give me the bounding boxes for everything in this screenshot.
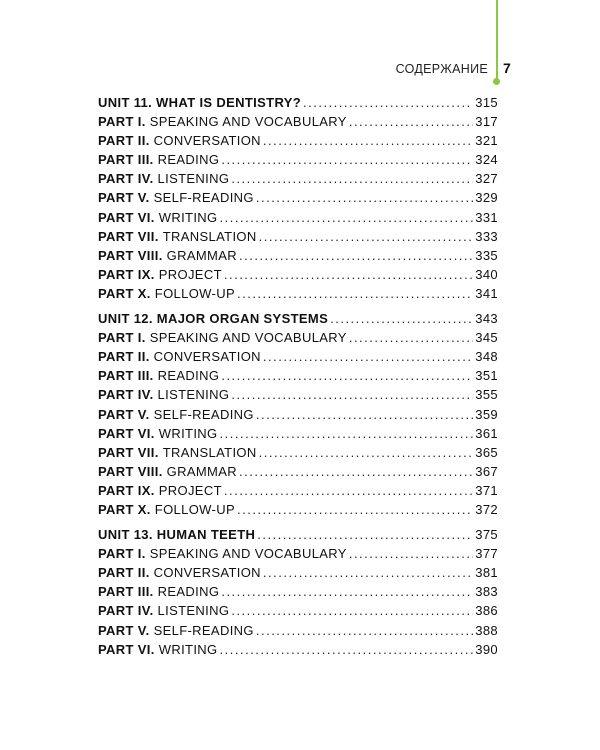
part-label: PART IV.	[98, 171, 154, 187]
page-ref: 359	[475, 406, 498, 422]
part-label: PART I.	[98, 546, 146, 562]
accent-rule	[496, 0, 498, 82]
page-ref: 386	[475, 603, 498, 619]
dot-leader	[257, 525, 473, 544]
page-ref: 371	[475, 482, 498, 498]
part-title: SELF-READING	[153, 190, 254, 206]
part-label: PART VI.	[98, 641, 155, 657]
page-ref: 367	[475, 463, 498, 479]
dot-leader	[220, 640, 474, 659]
toc-part-row[interactable]	[98, 328, 498, 347]
part-label: PART III.	[98, 584, 154, 600]
part-title: SPEAKING AND VOCABULARY	[149, 546, 347, 562]
part-label: PART VI.	[98, 209, 155, 225]
toc-part-row[interactable]	[98, 640, 498, 659]
part-title: SELF-READING	[153, 622, 254, 638]
part-title: READING	[157, 584, 220, 600]
toc-part-row[interactable]	[98, 265, 498, 284]
part-title: TRANSLATION	[162, 228, 257, 244]
page-ref: 315	[475, 95, 498, 110]
part-label: PART IV.	[98, 603, 154, 619]
toc-part-row[interactable]	[98, 347, 498, 366]
page-ref: 331	[475, 209, 498, 225]
page-ref: 381	[475, 565, 498, 581]
unit-title: UNIT 12. MAJOR ORGAN SYSTEMS	[98, 311, 329, 327]
part-title: PROJECT	[158, 482, 222, 498]
toc-unit	[98, 525, 498, 659]
toc-part-row[interactable]	[98, 563, 498, 582]
part-label: PART III.	[98, 368, 154, 384]
part-label: PART X.	[98, 501, 151, 517]
part-title: PROJECT	[158, 266, 222, 282]
part-label: PART IX.	[98, 482, 155, 498]
dot-leader	[259, 227, 474, 246]
unit-title: UNIT 11. WHAT IS DENTISTRY?	[98, 95, 302, 110]
toc-unit	[98, 93, 498, 303]
part-title: CONVERSATION	[153, 133, 261, 149]
part-title: LISTENING	[157, 603, 230, 619]
dot-leader	[263, 563, 473, 582]
unit-title: UNIT 13. HUMAN TEETH	[98, 527, 256, 543]
page-ref: 340	[475, 266, 498, 282]
part-label: PART IX.	[98, 266, 155, 282]
toc-unit	[98, 309, 498, 519]
dot-leader	[237, 500, 473, 519]
toc-part-row[interactable]	[98, 227, 498, 246]
toc-part-row[interactable]	[98, 284, 498, 303]
page-ref: 343	[475, 311, 498, 327]
page-ref: 329	[475, 190, 498, 206]
part-label: PART V.	[98, 406, 150, 422]
part-label: PART X.	[98, 285, 151, 301]
running-head: СОДЕРЖАНИЕ	[395, 62, 488, 76]
dot-leader	[221, 150, 473, 169]
part-label: PART I.	[98, 114, 146, 130]
part-title: SELF-READING	[153, 406, 254, 422]
dot-leader	[263, 347, 473, 366]
dot-leader	[221, 582, 473, 601]
dot-leader	[259, 443, 474, 462]
part-label: PART II.	[98, 349, 150, 365]
part-title: FOLLOW-UP	[154, 285, 235, 301]
dot-leader	[224, 481, 473, 500]
table-of-contents	[98, 93, 498, 665]
part-label: PART VI.	[98, 425, 155, 441]
part-title: SPEAKING AND VOCABULARY	[149, 330, 347, 346]
toc-unit-row[interactable]	[98, 525, 498, 544]
dot-leader	[263, 131, 473, 150]
part-label: PART II.	[98, 565, 150, 581]
toc-part-row[interactable]	[98, 582, 498, 601]
part-title: WRITING	[158, 641, 218, 657]
page-ref: 335	[475, 247, 498, 263]
page-ref: 345	[475, 330, 498, 346]
dot-leader	[231, 385, 473, 404]
page-ref: 341	[475, 285, 498, 301]
page-ref: 317	[475, 114, 498, 130]
page-ref: 390	[475, 641, 498, 657]
part-title: READING	[157, 152, 220, 168]
page-ref: 361	[475, 425, 498, 441]
part-label: PART III.	[98, 152, 154, 168]
page-ref: 321	[475, 133, 498, 149]
dot-leader	[349, 112, 473, 131]
toc-part-row[interactable]	[98, 366, 498, 385]
part-label: PART VIII.	[98, 247, 163, 263]
dot-leader	[237, 284, 473, 303]
dot-leader	[221, 366, 473, 385]
part-label: PART VIII.	[98, 463, 163, 479]
part-title: READING	[157, 368, 220, 384]
page-ref: 388	[475, 622, 498, 638]
page-ref: 383	[475, 584, 498, 600]
dot-leader	[349, 328, 473, 347]
page-ref: 372	[475, 501, 498, 517]
dot-leader	[239, 246, 473, 265]
part-title: GRAMMAR	[166, 247, 237, 263]
part-label: PART V.	[98, 622, 150, 638]
page-ref: 355	[475, 387, 498, 403]
page-ref: 324	[475, 152, 498, 168]
dot-leader	[349, 544, 473, 563]
part-title: WRITING	[158, 209, 218, 225]
dot-leader	[256, 621, 473, 640]
page-ref: 348	[475, 349, 498, 365]
toc-part-row[interactable]	[98, 169, 498, 188]
toc-part-row[interactable]	[98, 150, 498, 169]
part-title: WRITING	[158, 425, 218, 441]
part-label: PART V.	[98, 190, 150, 206]
dot-leader	[231, 601, 473, 620]
dot-leader	[256, 188, 473, 207]
toc-part-row[interactable]	[98, 424, 498, 443]
part-title: FOLLOW-UP	[154, 501, 235, 517]
toc-part-row[interactable]	[98, 405, 498, 424]
dot-leader	[220, 424, 474, 443]
part-title: SPEAKING AND VOCABULARY	[149, 114, 347, 130]
toc-unit-row[interactable]	[98, 309, 498, 328]
dot-leader	[256, 405, 473, 424]
part-title: LISTENING	[157, 171, 230, 187]
part-label: PART IV.	[98, 387, 154, 403]
toc-unit-row[interactable]	[98, 93, 498, 112]
page-ref: 377	[475, 546, 498, 562]
dot-leader	[231, 169, 473, 188]
toc-part-row[interactable]	[98, 385, 498, 404]
part-label: PART II.	[98, 133, 150, 149]
page-ref: 327	[475, 171, 498, 187]
toc-part-row[interactable]	[98, 188, 498, 207]
toc-part-row[interactable]	[98, 208, 498, 227]
toc-part-row[interactable]	[98, 246, 498, 265]
dot-leader	[220, 208, 474, 227]
part-title: CONVERSATION	[153, 349, 261, 365]
toc-part-row[interactable]	[98, 544, 498, 563]
accent-dot	[493, 78, 500, 85]
toc-part-row[interactable]	[98, 621, 498, 640]
toc-part-row[interactable]	[98, 500, 498, 519]
part-label: PART VII.	[98, 228, 159, 244]
part-label: PART VII.	[98, 444, 159, 460]
dot-leader	[303, 93, 473, 112]
toc-part-row[interactable]	[98, 443, 498, 462]
toc-part-row[interactable]	[98, 462, 498, 481]
part-label: PART I.	[98, 330, 146, 346]
part-title: TRANSLATION	[162, 444, 257, 460]
toc-part-row[interactable]	[98, 481, 498, 500]
page-ref: 333	[475, 228, 498, 244]
toc-part-row[interactable]	[98, 131, 498, 150]
page-number: 7	[503, 60, 511, 76]
part-title: LISTENING	[157, 387, 230, 403]
dot-leader	[239, 462, 473, 481]
page-ref: 351	[475, 368, 498, 384]
toc-part-row[interactable]	[98, 601, 498, 620]
page-ref: 365	[475, 444, 498, 460]
part-title: GRAMMAR	[166, 463, 237, 479]
part-title: CONVERSATION	[153, 565, 261, 581]
dot-leader	[330, 309, 473, 328]
toc-part-row[interactable]	[98, 112, 498, 131]
dot-leader	[224, 265, 473, 284]
page-ref: 375	[475, 527, 498, 543]
